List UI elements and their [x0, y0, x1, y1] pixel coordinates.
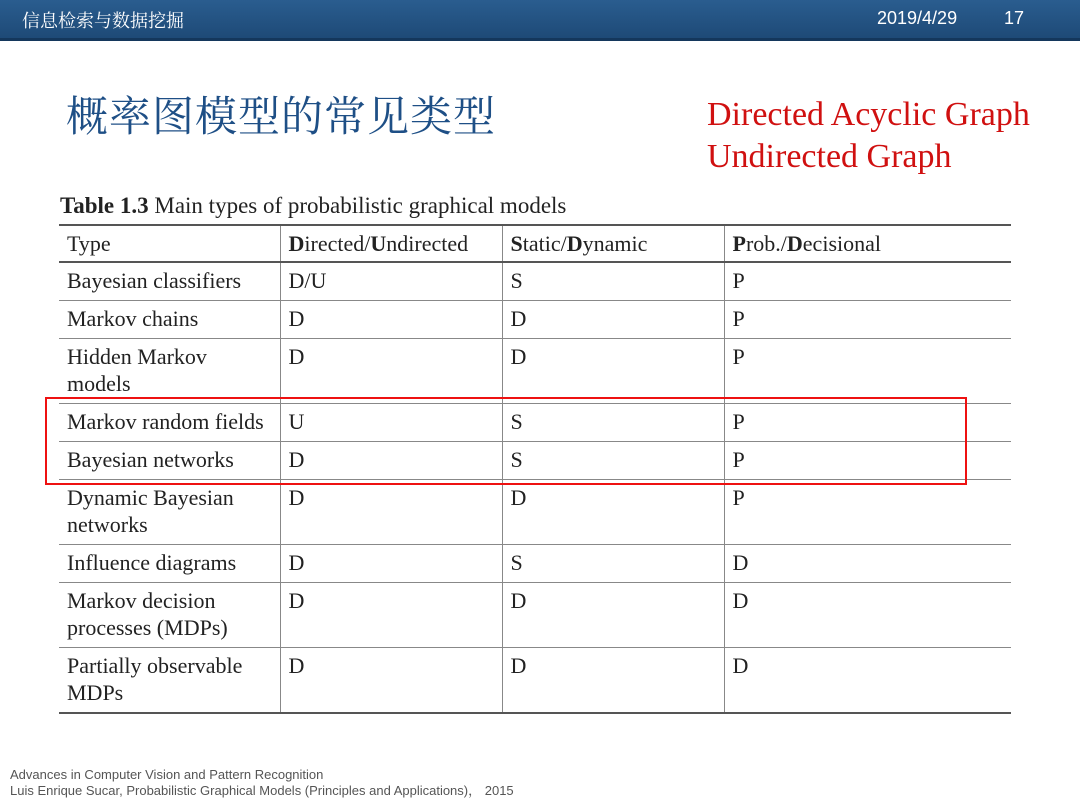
footer-series: Advances in Computer Vision and Pattern Recognition — [10, 767, 324, 782]
cell-prob: D — [724, 545, 1011, 583]
header-directed-undirected — [280, 225, 502, 262]
cell-type: Markov random fields — [59, 404, 280, 442]
cell-prob: P — [724, 480, 1011, 545]
cell-directed: D — [280, 442, 502, 480]
note-directed: Directed Acyclic Graph — [707, 96, 1030, 133]
cell-prob: D — [724, 648, 1011, 714]
header-type-label: Type — [67, 231, 111, 256]
table-caption-label: Table 1.3 — [60, 193, 149, 218]
cell-prob: P — [724, 339, 1011, 404]
cell-static: D — [502, 648, 724, 714]
cell-static: S — [502, 545, 724, 583]
table-header-row — [59, 225, 1011, 262]
cell-directed: D — [280, 480, 502, 545]
cell-static: D — [502, 339, 724, 404]
header-p-rest: rob./ — [745, 231, 787, 256]
header-d-rest: irected/ — [304, 231, 371, 256]
course-title: 信息检索与数据挖掘 — [22, 11, 184, 32]
page-number: 17 — [1004, 8, 1025, 28]
header-p-letter: P — [732, 231, 746, 256]
header-dyn-letter: D — [566, 231, 583, 256]
cell-static: S — [502, 442, 724, 480]
cell-type: Partially observable MDPs — [59, 648, 280, 714]
cell-prob: P — [724, 442, 1011, 480]
note-undirected: Undirected Graph — [707, 138, 952, 175]
cell-directed: D — [280, 648, 502, 714]
header-u-letter: U — [370, 231, 387, 256]
table-row — [59, 301, 1011, 339]
cell-directed: D/U — [280, 262, 502, 301]
header-d-letter: D — [288, 231, 305, 256]
table-row — [59, 545, 1011, 583]
table-row — [59, 404, 1011, 442]
header-s-rest: tatic/ — [522, 231, 567, 256]
pgm-types-table — [59, 224, 1011, 714]
cell-type: Dynamic Bayesian networks — [59, 480, 280, 545]
header-bar — [0, 0, 1080, 41]
header-prob-decisional — [724, 225, 1011, 262]
cell-type: Markov decision processes (MDPs) — [59, 583, 280, 648]
cell-static: S — [502, 262, 724, 301]
header-s-letter: S — [510, 231, 523, 256]
cell-static: S — [502, 404, 724, 442]
cell-static: D — [502, 583, 724, 648]
citation-footer — [10, 767, 514, 799]
cell-prob: P — [724, 301, 1011, 339]
table-row — [59, 339, 1011, 404]
header-dec-rest: ecisional — [802, 231, 881, 256]
cell-prob: P — [724, 262, 1011, 301]
header-static-dynamic — [502, 225, 724, 262]
footer-reference: Luis Enrique Sucar, Probabilistic Graphical Models (Principles and Applications)， 2015 — [10, 783, 514, 798]
cell-directed: U — [280, 404, 502, 442]
table-row — [59, 583, 1011, 648]
table-caption-text: Main types of probabilistic graphical models — [154, 193, 567, 218]
cell-directed: D — [280, 545, 502, 583]
cell-type: Markov chains — [59, 301, 280, 339]
table-caption — [60, 193, 566, 219]
slide-title: 概率图模型的常见类型 — [66, 92, 497, 141]
table-row — [59, 648, 1011, 714]
cell-directed: D — [280, 301, 502, 339]
cell-static: D — [502, 301, 724, 339]
cell-type: Bayesian classifiers — [59, 262, 280, 301]
cell-type: Bayesian networks — [59, 442, 280, 480]
cell-static: D — [502, 480, 724, 545]
header-type — [59, 225, 280, 262]
table-row — [59, 262, 1011, 301]
graph-type-notes — [707, 94, 1030, 178]
header-dyn-rest: ynamic — [582, 231, 648, 256]
slide-date: 2019/4/29 — [877, 8, 958, 28]
cell-directed: D — [280, 339, 502, 404]
header-dec-letter: D — [786, 231, 803, 256]
cell-type: Hidden Markov models — [59, 339, 280, 404]
cell-type: Influence diagrams — [59, 545, 280, 583]
cell-prob: P — [724, 404, 1011, 442]
table-row — [59, 442, 1011, 480]
header-u-rest: ndirected — [386, 231, 469, 256]
cell-prob: D — [724, 583, 1011, 648]
cell-directed: D — [280, 583, 502, 648]
table-row — [59, 480, 1011, 545]
